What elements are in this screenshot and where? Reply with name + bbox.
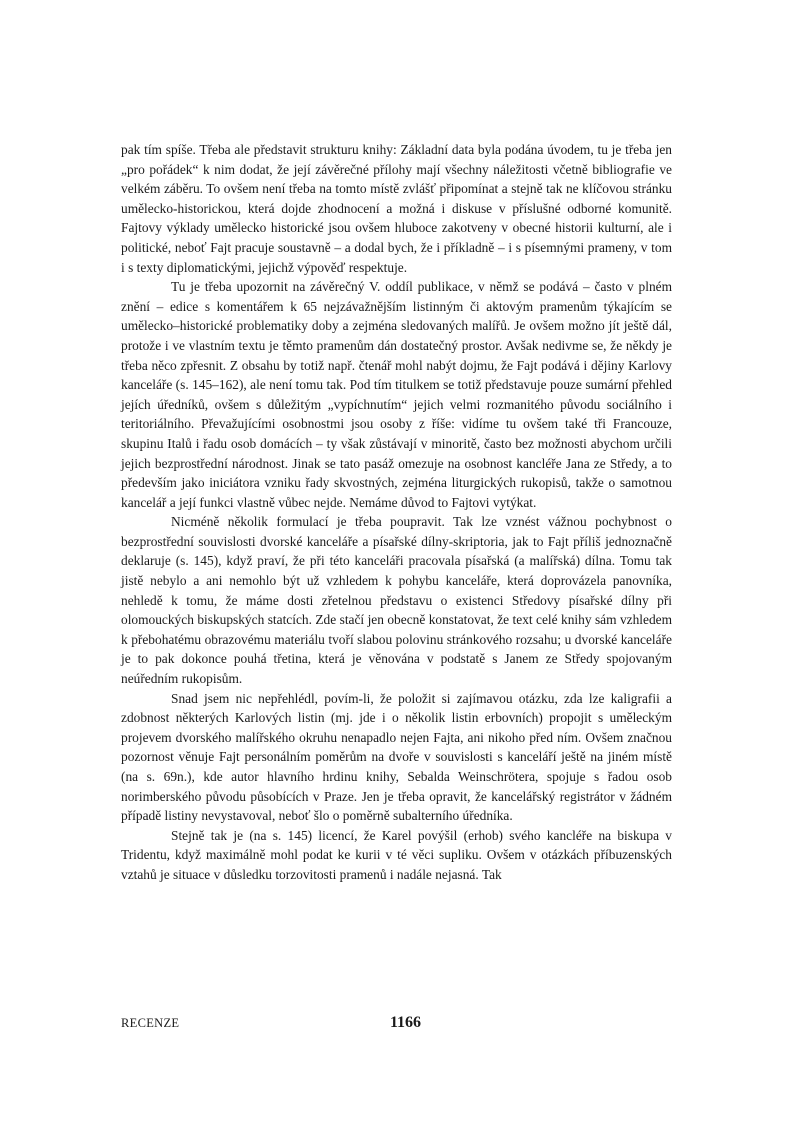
page-footer [121,1016,672,1036]
article-body [121,140,672,885]
paragraph-5: Stejně tak je (na s. 145) licencí, že Karel povýšil (erhob) svého kancléře na biskupa v Tridentu, když maximálně mohl podat ke kurii v té věci supliku. Ovšem v otázkách příbuzenských vztahů je situace v důsledku torzovitosti pramenů i nadále nejasná. Tak [121,827,672,882]
paragraph-3: Nicméně několik formulací je třeba poupravit. Tak lze vznést vážnou pochybnost o bezprostřední souvislosti dvorské kanceláře a písařské dílny-skriptoria, jak to Fajt příliš jednoznačně deklaruje (s. 145), když praví, že při této kanceláři pracovala písařská (a malířská) dílna. Tomu tak jistě nebylo a ani nemohlo být už vzhledem k pohybu kanceláře, která doprovázela panovníka, nehledě k tomu, že máme dosti zřetelnou představu o existenci Středovy písařské dílny při olomouckých biskupských statcích. Zde stačí jen obecně konstatovat, že text celé knihy sám vzhledem k přebohatému obrazovému materiálu tvoří slabou polovinu stránkového rozsahu; u dvorské kanceláře je to pak dokonce pouhá třetina, která je věnována v podstatě s Janem ze Středy spojovaným neúředním rukopisům. [121,514,672,687]
paragraph-4: Snad jsem nic nepřehlédl, povím-li, že položit si zajímavou otázku, zda lze kaligrafii a zdobnost některých Karlových listin (mj. jde i o několik listin erbovních) propojit s uměleckým projevem dvorského malířského okruhu nenapadlo nejen Fajta, ani nikoho před ním. Ovšem značnou pozornost věnuje Fajt personálním poměrům na dvoře v souvislosti s kanceláří ještě na jiném místě (na s. 69n.), kde autor hlavního hrdinu knihy, Sebalda Weinschrötera, spojuje s řadou osob norimberského původu působících v Praze. Jen je třeba opravit, že kancelářský registrátor v žádném případě listiny nevystavoval, neboť šlo o poměrně subalterního úředníka. [121,690,672,824]
paragraph-2: Tu je třeba upozornit na závěrečný V. oddíl publikace, v němž se podává – často v plném znění – edice s komentářem k 65 nejzávažnějším listinným či aktovým pramenům týkajícím se umělecko–historické problematiky doby a zejména sledovaných malířů. Je ovšem možno jít ještě dál, protože i ve vlastním textu je těmto pramenům dán dostatečný prostor. Avšak nedivme se, že někdy je třeba něco zpřesnit. Z obsahu by totiž např. čtenář mohl nabýt dojmu, že Fajt podává i dějiny Karlovy kanceláře (s. 145–162), ale není tomu tak. Pod tím titulkem se totiž představuje pouze sumární přehled jejích úředníků, ovšem s důležitým „vypíchnutím“ jejich velmi rozmanitého původu sociálního i teritoriálního. Převažujícími osobnostmi jsou osoby z říše: vidíme tu ovšem také tři Francouze, skupinu Italů i řadu osob domácích – ty však zůstávají v minoritě, často bez možnosti abychom určili jejich bezprostřední národnost. Jinak se tato pasáž omezuje na osobnost kancléře Jana ze Středy, a to především jako iniciátora vzniku řady skvostných, zejména liturgických rukopisů, takže o samotnou kancelář a její funkci vlastně vůbec nejde. Nemáme důvod to Fajtovi vytýkat. [121,279,672,510]
section-label: RECENZE [121,1016,180,1030]
paragraph-1: pak tím spíše. Třeba ale představit strukturu knihy: Základní data byla podána úvodem, tu je třeba jen „pro pořádek“ k nim dodat, že její závěrečné přílohy mají všechny náležitosti včetně bibliografie ve velkém záběru. To ovšem není třeba na tomto místě zvlášť připomínat a stejně tak ne klíčovou stránku umělecko-historickou, která dojde zhodnocení a možná i diskuse v příslušné odborné komunitě. Fajtovy výklady umělecko historické jsou ovšem hluboce zakotveny v obecné historii kulturní, ale i politické, neboť Fajt pracuje soustavně – a dodal bych, že i příkladně – i s písemnými prameny, v tom i s texty diplomatickými, jejichž výpověď respektuje. [121,142,672,275]
page-number: 1166 [389,1014,422,1031]
